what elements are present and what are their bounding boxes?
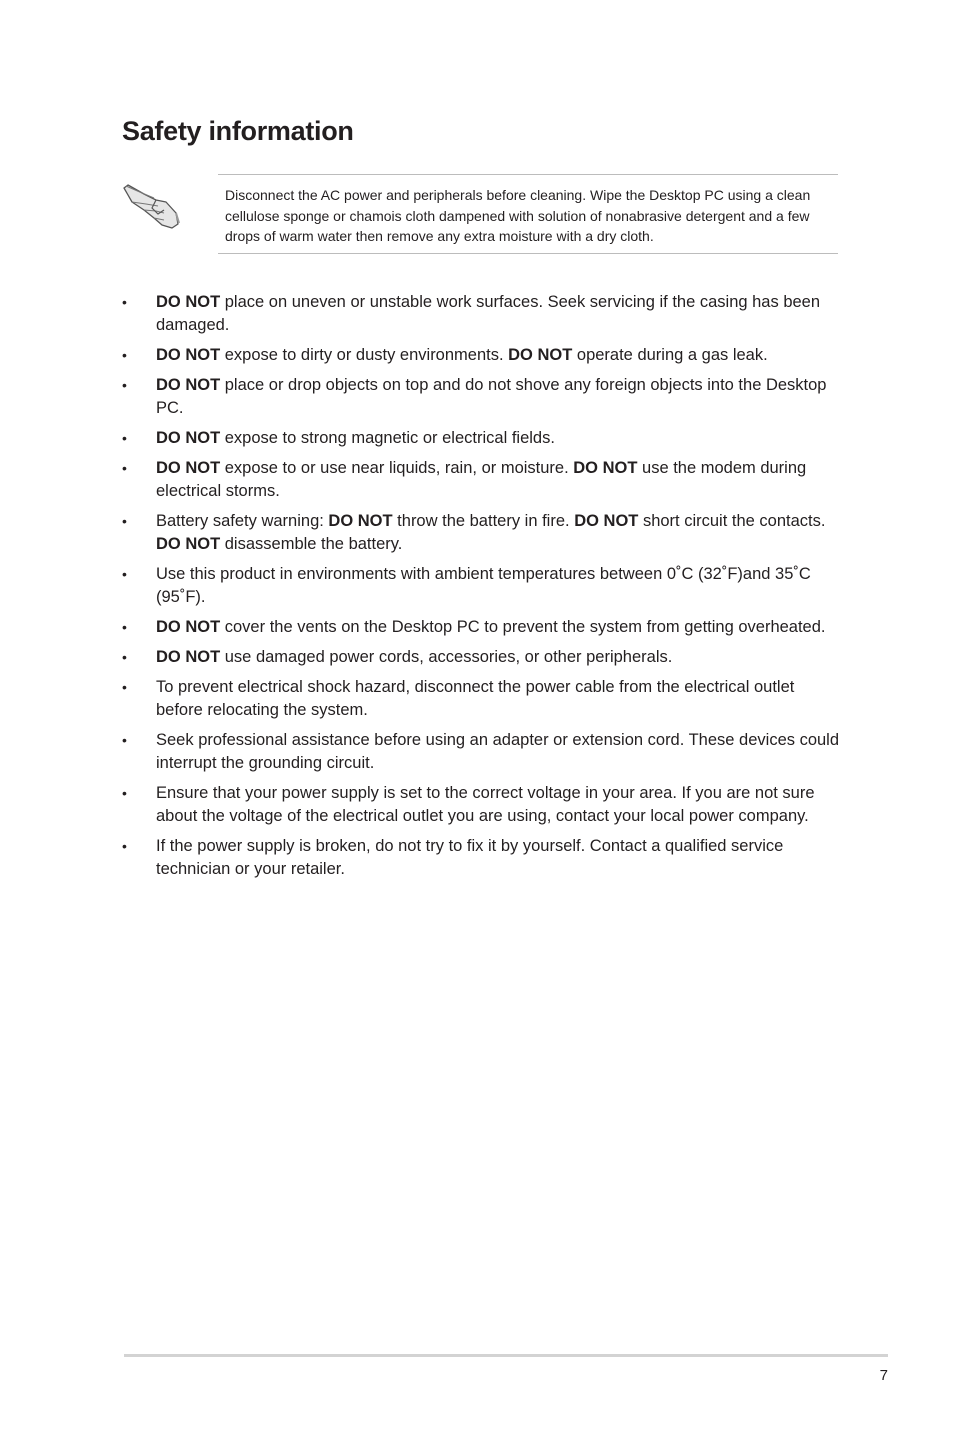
bullet-text-segment: throw the battery in fire.	[392, 512, 575, 530]
bullet-text	[156, 618, 826, 636]
bullet-text-segment: expose to strong magnetic or electrical fields.	[220, 429, 555, 447]
bullet-text	[156, 731, 839, 772]
list-item	[122, 782, 842, 828]
bullet-dot: •	[122, 732, 127, 748]
bullet-text	[156, 376, 826, 417]
page-number: 7	[879, 1367, 888, 1384]
list-item	[122, 427, 842, 450]
bullet-text-segment: Use this product in environments with ambient temperatures between 0˚C (32˚F)and 35˚C (95˚F).	[156, 565, 811, 606]
note-text: Disconnect the AC power and peripherals before cleaning. Wipe the Desktop PC using a clean cellulose sponge or chamois cloth dampened with solution of nonabrasive detergent and a few drops of warm water then remove any extra moisture with a dry cloth.	[225, 187, 811, 244]
hand-pointing-icon	[118, 180, 184, 232]
bullet-dot: •	[122, 566, 127, 582]
bullet-text	[156, 648, 672, 666]
bullet-dot: •	[122, 649, 127, 665]
bullet-text-segment: Battery safety warning:	[156, 512, 329, 530]
bullet-text-segment: use damaged power cords, accessories, or other peripherals.	[220, 648, 673, 666]
bullet-dot: •	[122, 294, 127, 310]
bullet-text-segment: disassemble the battery.	[220, 535, 403, 553]
list-item	[122, 457, 842, 503]
emphasis-text: DO NOT	[156, 648, 221, 666]
bullet-text	[156, 784, 815, 825]
bullet-dot: •	[122, 460, 127, 476]
bullet-text-segment: place on uneven or unstable work surfaces. Seek servicing if the casing has been damaged.	[156, 293, 821, 334]
list-item	[122, 291, 842, 337]
bullet-dot: •	[122, 619, 127, 635]
bullet-text-segment: expose to or use near liquids, rain, or moisture.	[220, 459, 574, 477]
bullet-dot: •	[122, 377, 127, 393]
emphasis-text: DO NOT	[156, 376, 221, 394]
bullet-dot: •	[122, 838, 127, 854]
bullet-text	[156, 565, 811, 606]
emphasis-text: DO NOT	[156, 618, 221, 636]
bullet-text	[156, 429, 555, 447]
emphasis-text: DO NOT	[156, 346, 221, 364]
bullet-dot: •	[122, 347, 127, 363]
bullet-text-segment: operate during a gas leak.	[572, 346, 768, 364]
emphasis-text: DO NOT	[156, 293, 221, 311]
bullet-text-segment: If the power supply is broken, do not try to fix it by yourself. Contact a qualified service technician or your retailer.	[156, 837, 784, 878]
bullet-text-segment: Seek professional assistance before using an adapter or extension cord. These devices could interrupt the grounding circuit.	[156, 731, 840, 772]
bullet-text-segment: To prevent electrical shock hazard, disconnect the power cable from the electrical outlet before relocating the system.	[156, 678, 795, 719]
list-item	[122, 616, 842, 639]
emphasis-text: DO NOT	[573, 459, 638, 477]
emphasis-text: DO NOT	[508, 346, 573, 364]
list-item	[122, 344, 842, 367]
page-title: Safety information	[122, 116, 354, 146]
bullet-text	[156, 837, 783, 878]
list-item	[122, 835, 842, 881]
bullet-text	[156, 346, 768, 364]
list-item	[122, 729, 842, 775]
emphasis-text: DO NOT	[328, 512, 393, 530]
list-item	[122, 510, 842, 556]
list-item	[122, 676, 842, 722]
emphasis-text: DO NOT	[574, 512, 639, 530]
list-item	[122, 646, 842, 669]
bullet-text-segment: short circuit the contacts.	[638, 512, 826, 530]
bullet-text-segment: place or drop objects on top and do not shove any foreign objects into the Desktop PC.	[156, 376, 827, 417]
list-item	[122, 563, 842, 609]
bullet-text	[156, 678, 794, 719]
bullet-text	[156, 293, 820, 334]
emphasis-text: DO NOT	[156, 429, 221, 447]
bullet-text-segment: cover the vents on the Desktop PC to prevent the system from getting overheated.	[220, 618, 826, 636]
note-box	[218, 174, 838, 254]
footer-rule	[124, 1354, 888, 1357]
bullet-text-segment: Ensure that your power supply is set to the correct voltage in your area. If you are not sure about the voltage of the electrical outlet you are using, contact your local power company.	[156, 784, 815, 825]
bullet-text-segment: expose to dirty or dusty environments.	[220, 346, 509, 364]
bullet-text-segment: use the modem during electrical storms.	[156, 459, 807, 500]
bullet-dot: •	[122, 513, 127, 529]
safety-bullet-list	[122, 291, 842, 888]
bullet-text	[156, 512, 825, 553]
emphasis-text: DO NOT	[156, 535, 221, 553]
bullet-dot: •	[122, 785, 127, 801]
emphasis-text: DO NOT	[156, 459, 221, 477]
list-item	[122, 374, 842, 420]
bullet-dot: •	[122, 430, 127, 446]
bullet-text	[156, 459, 806, 500]
bullet-dot: •	[122, 679, 127, 695]
